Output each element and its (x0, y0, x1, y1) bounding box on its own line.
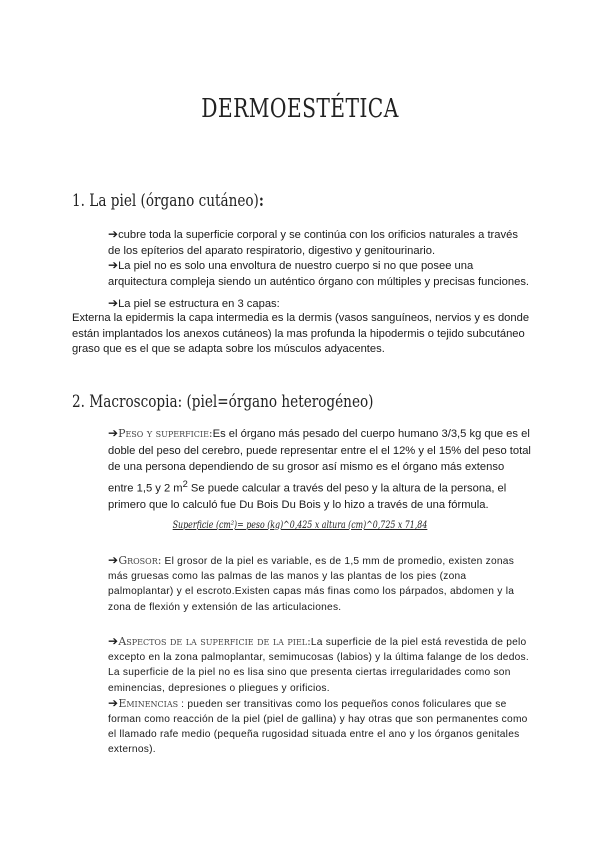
section-2-heading: 2. Macroscopia: (piel=órgano heterogéneo) (72, 392, 374, 412)
section-1-heading-text: 1. La piel (órgano cutáneo) (72, 191, 259, 211)
grosor-paragraph (108, 553, 532, 615)
section-1-paragraph: Externa la epidermis la capa intermedia es la dermis (vasos sanguíneos, nervios y es donde están implantados los anexos cutáneos) la mas profunda la hipodermis o tejido subcutáneo graso que es el que se adapta sobre los músculos adyacentes. (72, 312, 530, 355)
peso-text-b: Se puede calcular a través del peso y la altura de la persona, el primero que lo calculó fue Du Bois Du Bois y lo hizo a través de una fórmula. (108, 482, 507, 511)
section-1-bullet-1 (108, 227, 528, 259)
arrow-icon: ➔ (108, 553, 119, 567)
grosor-label: Grosor: (118, 554, 162, 567)
peso-superscript: 2 (182, 478, 188, 489)
arrow-icon: ➔ (108, 695, 119, 710)
section-1-bullet-2 (108, 258, 533, 290)
section-1-heading (72, 191, 264, 211)
arrow-icon: ➔ (108, 634, 119, 648)
arrow-icon: ➔ (108, 426, 119, 440)
page-title: DERMOESTÉTICA (201, 94, 399, 124)
grosor-text: El grosor de la piel es variable, es de 1,5 mm de promedio, existen zonas más gruesas como las palmas de las manos y las plantas de los pies (zona palmoplantar) y el escroto.Existen capas más finas como los párpados, abdomen y la zona de flexión y extensión de las articulaciones. (108, 556, 515, 613)
eminencias-text: : pueden ser transitivas como los pequeños conos foliculares que se forman como reacción de la piel (piel de gallina) y hay otras que son permanentes como el llamado rafe medio (pequeña rugosidad situada entre el ano y los órganos genitales externos). (108, 698, 528, 756)
aspectos-paragraph (108, 634, 532, 758)
aspectos-text-2: La superficie de la piel no es lisa sino que presenta ciertas irregularidades como son eminencias, depresiones o pliegues y orificios. (108, 667, 511, 694)
section-1-heading-colon: : (258, 191, 264, 211)
eminencias-label: Eminencias (118, 696, 179, 710)
aspectos-text: La superficie de la piel está revestida de pelo excepto en la zona palmoplantar, semimucosas (labios) y la última falange de los dedos. (108, 637, 529, 664)
bullet-2-text: La piel no es solo una envoltura de nuestro cuerpo si no que posee una arquitectura compleja siendo un auténtico órgano con múltiples y precisas funciones. (108, 260, 530, 288)
bullet-1-text: cubre toda la superficie corporal y se continúa con los orificios naturales a través de los epíterios del aparato respiratorio, digestivo y genitourinario. (108, 229, 518, 257)
peso-superficie-paragraph (108, 425, 532, 513)
surface-formula: Superficie (cm²)= peso (kg)^0,425 x altura (cm)^0,725 x 71,84 (172, 519, 428, 531)
arrow-icon: ➔ (108, 296, 119, 310)
bullet-3-text: La piel se estructura en 3 capas: (118, 298, 280, 310)
peso-text-a: Es el órgano más pesado del cuerpo humano 3/3,5 kg que es el doble del peso del cerebro, puede representar entre el el 12% y el 15% del peso total de una persona dependiendo de su grosor así mismo es el órgano más extenso entre 1,5 y 2 m (108, 428, 531, 495)
arrow-icon: ➔ (108, 227, 119, 241)
aspectos-label: Aspectos de la superficie de la piel: (118, 635, 311, 648)
arrow-icon: ➔ (108, 258, 119, 272)
eminencias-item (108, 696, 532, 758)
peso-superficie-label: Peso y superficie: (118, 427, 213, 440)
